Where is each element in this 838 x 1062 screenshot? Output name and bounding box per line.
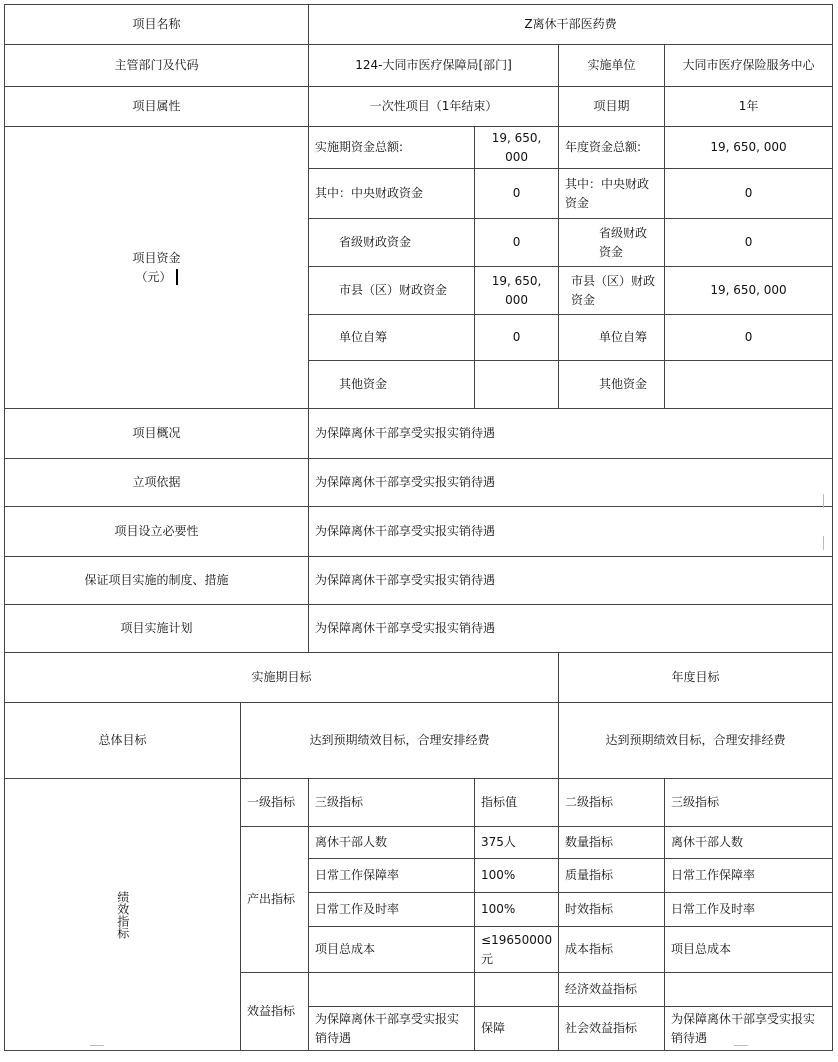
period-value: 1年 — [665, 87, 833, 127]
city-funds-value-annual: 19, 650, 000 — [665, 267, 833, 315]
plan-value: 为保障离休干部享受实报实销待遇 — [309, 605, 833, 653]
text-cursor — [176, 269, 178, 285]
level3-header-annual: 三级指标 — [665, 779, 833, 827]
overall-goal-label: 总体目标 — [5, 703, 241, 779]
annual-goal-header: 年度目标 — [559, 653, 833, 703]
attr-label: 项目属性 — [5, 87, 309, 127]
provincial-funds-label: 省级财政资金 — [309, 219, 475, 267]
annual-funds-label: 年度资金总额: — [559, 127, 665, 169]
page-corner-mark — [823, 494, 838, 508]
city-funds-value: 19, 650, 000 — [475, 267, 559, 315]
provincial-funds-value: 0 — [475, 219, 559, 267]
total-funds-label: 实施期资金总额: — [309, 127, 475, 169]
project-name-label: 项目名称 — [5, 5, 309, 45]
indicator-l2-annual: 成本指标 — [559, 927, 665, 973]
indicator-value: 375人 — [475, 827, 559, 859]
attr-value: 一次性项目（1年结束） — [309, 87, 559, 127]
measures-label: 保证项目实施的制度、措施 — [5, 557, 309, 605]
indicator-l3: 离休干部人数 — [309, 827, 475, 859]
indicator-l3 — [309, 973, 475, 1007]
central-funds-value: 0 — [475, 169, 559, 219]
annual-funds-value: 19, 650, 000 — [665, 127, 833, 169]
indicator-l2-annual: 经济效益指标 — [559, 973, 665, 1007]
central-funds-label-annual: 其中：中央财政资金 — [559, 169, 665, 219]
performance-indicator-label — [5, 779, 241, 1051]
funds-label-line1: 项目资金 — [132, 251, 181, 265]
level3-header: 三级指标 — [309, 779, 475, 827]
basis-label: 立项依据 — [5, 459, 309, 507]
overall-goal-period: 达到预期绩效目标，合理安排经费 — [241, 703, 559, 779]
overall-goal-annual: 达到预期绩效目标，合理安排经费 — [559, 703, 833, 779]
city-funds-label-annual: 市县（区）财政资金 — [559, 267, 665, 315]
indicator-l3-annual: 日常工作保障率 — [665, 859, 833, 893]
indicator-value-header: 指标值 — [475, 779, 559, 827]
provincial-funds-value-annual: 0 — [665, 219, 833, 267]
indicator-l3-annual: 日常工作及时率 — [665, 893, 833, 927]
indicator-l2-annual: 时效指标 — [559, 893, 665, 927]
indicator-l3: 项目总成本 — [309, 927, 475, 973]
dept-label: 主管部门及代码 — [5, 45, 309, 87]
page-corner-mark — [90, 1045, 104, 1060]
indicator-l2-annual: 社会效益指标 — [559, 1007, 665, 1051]
self-funds-value-annual: 0 — [665, 315, 833, 361]
other-funds-label-annual: 其他资金 — [559, 361, 665, 409]
indicator-l2-annual: 数量指标 — [559, 827, 665, 859]
necessity-label: 项目设立必要性 — [5, 507, 309, 557]
benefit-indicator-label: 效益指标 — [241, 973, 309, 1051]
other-funds-value-annual — [665, 361, 833, 409]
indicator-l3: 日常工作保障率 — [309, 859, 475, 893]
indicator-l3-annual: 为保障离休干部享受实报实销待遇 — [665, 1007, 833, 1051]
funds-label — [5, 127, 309, 409]
necessity-value: 为保障离休干部享受实报实销待遇 — [309, 507, 833, 557]
overview-value: 为保障离休干部享受实报实销待遇 — [309, 409, 833, 459]
indicator-l3: 日常工作及时率 — [309, 893, 475, 927]
level1-header: 一级指标 — [241, 779, 309, 827]
impl-unit-value: 大同市医疗保险服务中心 — [665, 45, 833, 87]
indicator-l3-annual — [665, 973, 833, 1007]
project-name-value: Z离休干部医药费 — [309, 5, 833, 45]
self-funds-label-annual: 单位自筹 — [559, 315, 665, 361]
indicator-value: 保障 — [475, 1007, 559, 1051]
indicator-l3: 为保障离休干部享受实报实销待遇 — [309, 1007, 475, 1051]
other-funds-label: 其他资金 — [309, 361, 475, 409]
impl-unit-label: 实施单位 — [559, 45, 665, 87]
total-funds-value: 19, 650, 000 — [475, 127, 559, 169]
plan-label: 项目实施计划 — [5, 605, 309, 653]
indicator-l3-annual: 离休干部人数 — [665, 827, 833, 859]
indicator-l2-annual: 质量指标 — [559, 859, 665, 893]
page-corner-mark — [823, 536, 838, 550]
indicator-value: ≤19650000元 — [475, 927, 559, 973]
overview-label: 项目概况 — [5, 409, 309, 459]
dept-value: 124-大同市医疗保障局[部门] — [309, 45, 559, 87]
self-funds-value: 0 — [475, 315, 559, 361]
other-funds-value — [475, 361, 559, 409]
indicator-value: 100% — [475, 859, 559, 893]
central-funds-label: 其中：中央财政资金 — [309, 169, 475, 219]
output-indicator-label: 产出指标 — [241, 827, 309, 973]
period-goal-header: 实施期目标 — [5, 653, 559, 703]
indicator-value: 100% — [475, 893, 559, 927]
level2-header-annual: 二级指标 — [559, 779, 665, 827]
city-funds-label: 市县（区）财政资金 — [309, 267, 475, 315]
indicator-value — [475, 973, 559, 1007]
central-funds-value-annual: 0 — [665, 169, 833, 219]
period-label: 项目期 — [559, 87, 665, 127]
page-corner-mark — [734, 1045, 748, 1060]
basis-value: 为保障离休干部享受实报实销待遇 — [309, 459, 833, 507]
measures-value: 为保障离休干部享受实报实销待遇 — [309, 557, 833, 605]
self-funds-label: 单位自筹 — [309, 315, 475, 361]
funds-label-line2: （元） — [135, 269, 172, 284]
provincial-funds-label-annual: 省级财政资金 — [559, 219, 665, 267]
project-performance-table — [4, 4, 833, 1051]
indicator-l3-annual: 项目总成本 — [665, 927, 833, 973]
performance-indicator-text: 绩效指标 — [115, 890, 130, 939]
